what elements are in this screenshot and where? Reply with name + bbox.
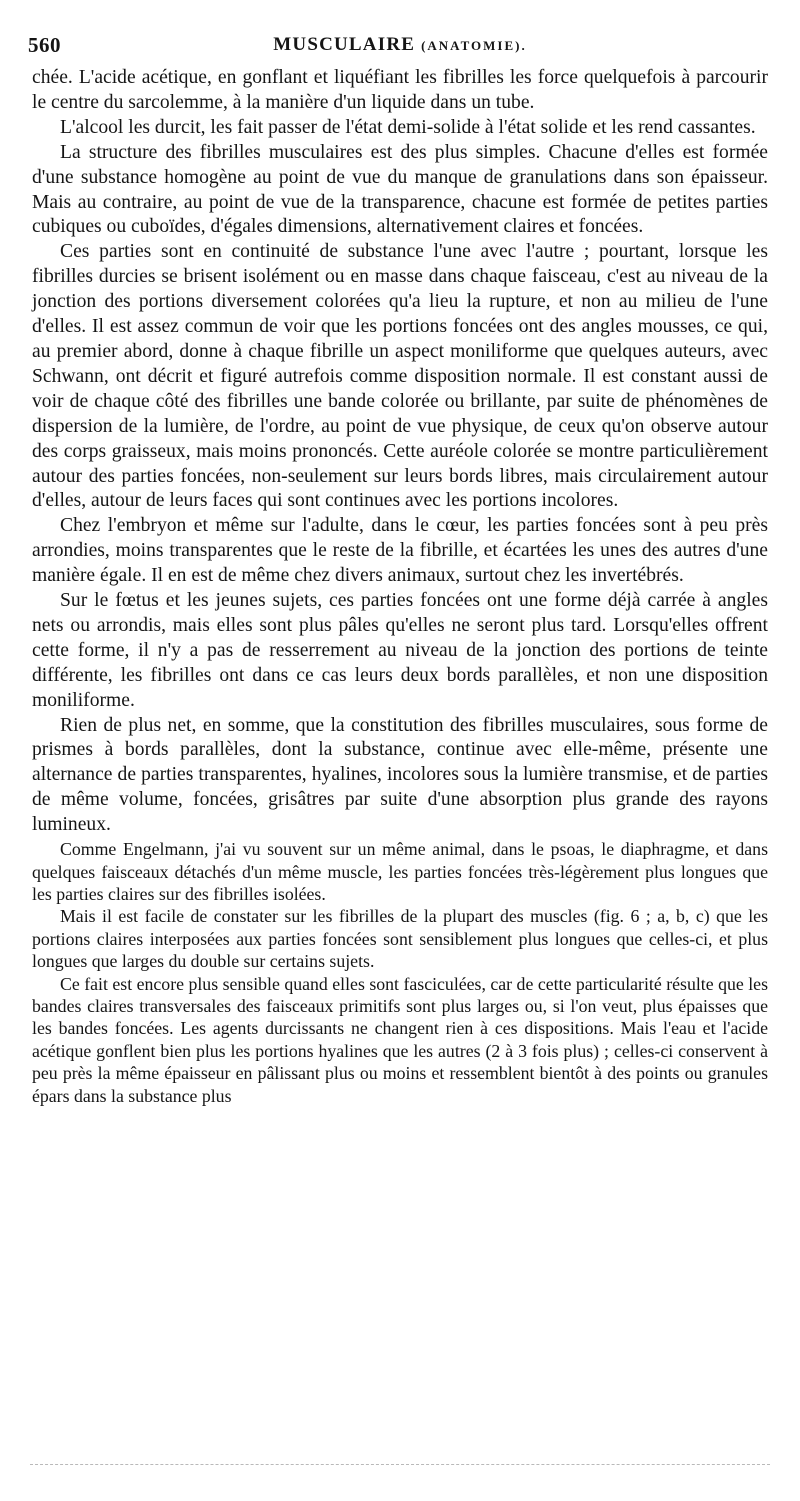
paragraph: La structure des fibrilles musculaires est des plus simples. Chacune d'elles est formée d'une substance homogène au point de vue du manque de granulations dans son épaisseur. Mais au contraire, au point de vue de la transparence, chacune est formée de petites parties cubiques ou cuboïdes, d'égales dimensions, alternativement claires et foncées. [32, 141, 768, 238]
page-number: 560 [28, 33, 61, 57]
paragraph-small: Ce fait est encore plus sensible quand elles sont fasciculées, car de cette particularité résulte que les bandes claires transversales des faisceaux primitifs sont plus larges ou, si l'on veut, plus épaisses que les bandes foncées. Les agents durcissants ne changent rien à ces dispositions. Mais l'eau et l'acide acétique gonflent bien plus les portions hyalines que les autres (2 à 3 fois plus) ; celles-ci conservent à peu près la même épaisseur en pâlissant plus ou moins et ressemblent bientôt à des points ou granules épars dans la substance plus [32, 973, 768, 1106]
paragraph-small: Comme Engelmann, j'ai vu souvent sur un même animal, dans le psoas, le diaphragme, et dans quelques faisceaux détachés d'un même muscle, les parties foncées très-légèrement plus longues que les parties claires sur des fibrilles isolées. [32, 839, 768, 904]
paragraph: Ces parties sont en continuité de substance l'une avec l'autre ; pourtant, lorsque les fibrilles durcies se brisent isolément ou en masse dans chaque faisceau, c'est au niveau de la jonction des portions diversement colorées qu'a lieu la rupture, et non au milieu de l'une d'elles. Il est assez commun de voir que les portions foncées ont des angles mousses, ce qui, au premier abord, donne à chaque fibrille un aspect moniliforme que quelques auteurs, avec Schwann, ont décrit et figuré autrefois comme disposition normale. Il est constant aussi de voir de chaque côté des fibrilles une bande colorée ou brillante, par suite de phénomènes de dispersion de la lumière, de l'ordre, au point de vue physique, de ceux qu'on observe autour des corps graisseux, mais moins prononcés. Cette auréole colorée se montre particulièrement autour des parties foncées, non-seulement sur leurs bords libres, mais circulairement autour d'elles, autour de leurs faces qui sont continues avec les portions incolores. [32, 241, 768, 512]
paragraph: chée. L'acide acétique, en gonflant et liquéfiant les fibrilles les force quelquefois à parcourir le centre du sarcolemme, à la manière d'un liquide dans un tube. [32, 67, 768, 113]
paragraph: Sur le fœtus et les jeunes sujets, ces parties foncées ont une forme déjà carrée à angles nets ou arrondis, mais elles sont plus pâles qu'elles ne seront plus tard. Lorsqu'elles offrent cette forme, il n'y a pas de resserrement au niveau de la jonction des portions de teinte différente, les fibrilles ont dans ce cas leurs deux bords parallèles, et non une disposition moniliforme. [32, 590, 768, 711]
running-title-main: MUSCULAIRE [273, 34, 416, 55]
page-header [28, 33, 772, 59]
running-title [28, 34, 772, 56]
page-body [32, 66, 768, 1107]
paragraph: Rien de plus net, en somme, que la constitution des fibrilles musculaires, sous forme de prismes à bords parallèles, dont la substance, continue avec elle-même, présente une alternance de parties transparentes, hyalines, incolores sous la lumière transmise, et de parties de même volume, foncées, grisâtres par suite d'une absorption plus grande des rayons lumineux. [32, 714, 768, 836]
running-title-subtitle: (ANATOMIE). [421, 38, 527, 53]
page-bottom-rule [30, 1464, 770, 1465]
paragraph: L'alcool les durcit, les fait passer de l'état demi-solide à l'état solide et les rend cassantes. [60, 116, 756, 138]
paragraph: Chez l'embryon et même sur l'adulte, dans le cœur, les parties foncées sont à peu près arrondies, moins transparentes que le reste de la fibrille, et écartées les unes des autres d'une manière égale. Il en est de même chez divers animaux, surtout chez les invertébrés. [32, 515, 768, 587]
paragraph-small: Mais il est facile de constater sur les fibrilles de la plupart des muscles (fig. 6 ; a, b, c) que les portions claires interposées aux parties foncées sont sensiblement plus longues que celles-ci, et plus longues que larges du double sur certains sujets. [32, 906, 768, 972]
